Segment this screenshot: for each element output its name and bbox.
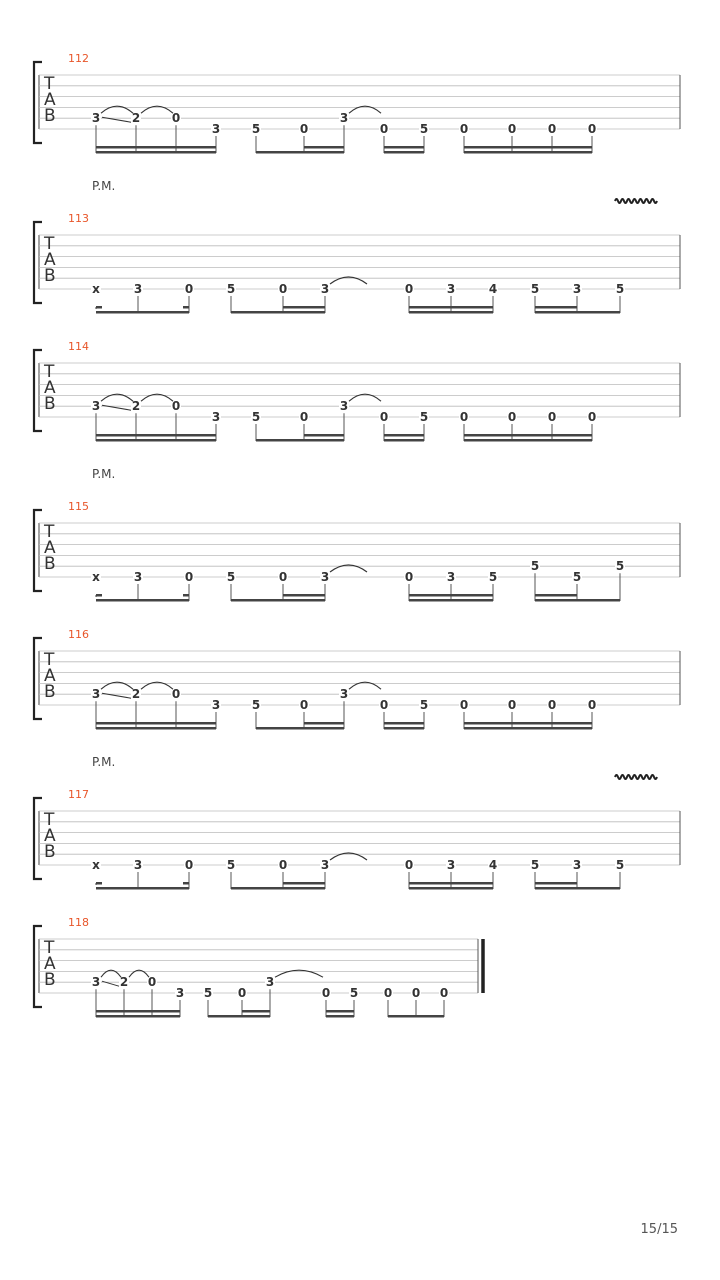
fret-number: 3 [572, 282, 582, 296]
tab-clef-letter: T [44, 234, 55, 254]
beam [535, 887, 620, 890]
tab-staff-svg [0, 919, 720, 1039]
fret-number: 0 [184, 282, 194, 296]
fret-number: 0 [379, 698, 389, 712]
tab-clef-letter: A [44, 826, 56, 846]
fret-number: x [92, 570, 100, 584]
beam-secondary [96, 434, 216, 437]
fret-number: 5 [419, 122, 429, 136]
fret-number: 3 [211, 410, 221, 424]
palm-mute-label: P.M. [92, 755, 116, 769]
palm-mute-label: P.M. [92, 467, 116, 481]
system-bracket [34, 350, 42, 431]
system-bracket [34, 222, 42, 303]
fret-number: 3 [133, 570, 143, 584]
beam [208, 1015, 270, 1018]
tab-clef-letter: B [44, 106, 56, 126]
fret-number: 0 [439, 986, 449, 1000]
fret-number: 0 [404, 282, 414, 296]
palm-mute-label: P.M. [92, 179, 116, 193]
tab-clef-letter: T [44, 362, 55, 382]
beam [231, 311, 325, 314]
fret-number: 0 [278, 858, 288, 872]
fret-number: 5 [349, 986, 359, 1000]
tab-clef-letter: B [44, 394, 56, 414]
beam [535, 599, 620, 602]
fret-number: 0 [587, 698, 597, 712]
tab-staff-svg [0, 215, 720, 335]
fret-number: 2 [131, 399, 141, 414]
beam [409, 311, 493, 314]
beam [96, 727, 216, 730]
beam [409, 599, 493, 602]
fret-number: 4 [488, 858, 498, 872]
beam [464, 151, 592, 154]
beam [535, 311, 620, 314]
measure-number: 117 [68, 788, 89, 801]
tab-clef-letter: A [44, 538, 56, 558]
fret-number: 3 [446, 570, 456, 584]
fret-number: 0 [383, 986, 393, 1000]
beam-secondary [464, 434, 592, 437]
fret-number: 4 [488, 282, 498, 296]
fret-number: 3 [265, 975, 275, 990]
fret-number: 3 [320, 858, 330, 872]
tab-clef-letter: T [44, 74, 55, 94]
fret-number: 3 [339, 111, 349, 126]
fret-number: 0 [404, 570, 414, 584]
fret-number: 0 [321, 986, 331, 1000]
tab-clef-letter: A [44, 954, 56, 974]
tab-system [0, 340, 720, 463]
tab-clef-letter: T [44, 650, 55, 670]
beam [464, 439, 592, 442]
beam-stub [96, 306, 102, 309]
tab-staff-svg [0, 55, 720, 175]
beam [231, 887, 325, 890]
tab-clef-letter: A [44, 666, 56, 686]
fret-number: 5 [488, 570, 498, 584]
beam-secondary [409, 594, 493, 597]
fret-number: 3 [175, 986, 185, 1000]
measure-number: 115 [68, 500, 89, 513]
measure-number: 113 [68, 212, 89, 225]
system-bracket [34, 638, 42, 719]
beam [96, 311, 189, 314]
tab-clef-letter: B [44, 266, 56, 286]
fret-number: 5 [226, 858, 236, 872]
fret-number: 3 [91, 975, 101, 990]
measure-number: 114 [68, 340, 89, 353]
beam [384, 439, 424, 442]
tab-clef-letter: T [44, 938, 55, 958]
fret-number: 5 [615, 858, 625, 872]
beam [256, 727, 344, 730]
beam-secondary [535, 594, 577, 597]
fret-number: 5 [530, 559, 540, 574]
fret-number: 0 [411, 986, 421, 1000]
fret-number: 3 [133, 858, 143, 872]
beam-stub [96, 882, 102, 885]
fret-number: 3 [320, 282, 330, 296]
tab-staff-svg [0, 503, 720, 623]
beam-secondary [283, 882, 325, 885]
fret-number: 0 [278, 570, 288, 584]
fret-number: 0 [299, 410, 309, 424]
fret-number: 0 [507, 410, 517, 424]
beam-secondary [304, 722, 344, 725]
fret-number: 3 [91, 399, 101, 414]
tab-clef-letter: B [44, 682, 56, 702]
fret-number: 0 [587, 410, 597, 424]
fret-number: 5 [572, 570, 582, 584]
tab-staff-svg [0, 631, 720, 751]
beam [384, 151, 424, 154]
fret-number: 5 [615, 282, 625, 296]
fret-number: 0 [299, 698, 309, 712]
beam [96, 439, 216, 442]
fret-number: 0 [171, 687, 181, 702]
beam [96, 599, 189, 602]
beam-secondary [384, 722, 424, 725]
tab-clef-letter: T [44, 810, 55, 830]
fret-number: 0 [404, 858, 414, 872]
fret-number: 2 [119, 975, 129, 990]
fret-number: 3 [320, 570, 330, 584]
fret-number: 3 [446, 282, 456, 296]
fret-number: 0 [379, 410, 389, 424]
beam-secondary [535, 882, 577, 885]
beam-secondary [464, 146, 592, 149]
fret-number: 0 [184, 858, 194, 872]
beam-secondary [409, 882, 493, 885]
beam [96, 1015, 180, 1018]
tab-clef-letter: B [44, 554, 56, 574]
beam-secondary [326, 1010, 354, 1013]
beam-secondary [384, 434, 424, 437]
beam-stub [183, 882, 189, 885]
fret-number: 0 [237, 986, 247, 1000]
beam-secondary [96, 1010, 180, 1013]
fret-number: 3 [91, 111, 101, 126]
fret-number: 5 [419, 410, 429, 424]
fret-number: 3 [446, 858, 456, 872]
measure-number: 112 [68, 52, 89, 65]
vibrato-mark [615, 775, 657, 779]
fret-number: 5 [226, 570, 236, 584]
beam [409, 887, 493, 890]
tab-clef-letter: T [44, 522, 55, 542]
beam-secondary [384, 146, 424, 149]
system-bracket [34, 510, 42, 591]
fret-number: 0 [547, 122, 557, 136]
fret-number: 5 [419, 698, 429, 712]
tab-system [0, 52, 720, 175]
fret-number: 2 [131, 687, 141, 702]
beam-secondary [409, 306, 493, 309]
fret-number: 5 [615, 559, 625, 574]
fret-number: 5 [530, 282, 540, 296]
fret-number: 3 [211, 698, 221, 712]
fret-number: 0 [547, 410, 557, 424]
beam-secondary [304, 146, 344, 149]
fret-number: 0 [184, 570, 194, 584]
fret-number: 5 [226, 282, 236, 296]
tab-staff-svg [0, 791, 720, 911]
fret-number: 3 [133, 282, 143, 296]
beam [326, 1015, 354, 1018]
system-bracket [34, 798, 42, 879]
fret-number: 0 [379, 122, 389, 136]
fret-number: 5 [251, 698, 261, 712]
beam [96, 887, 189, 890]
beam [464, 727, 592, 730]
fret-number: x [92, 858, 100, 872]
beam [388, 1015, 444, 1018]
fret-number: 2 [131, 111, 141, 126]
fret-number: 3 [339, 399, 349, 414]
measure-number: 116 [68, 628, 89, 641]
fret-number: 0 [299, 122, 309, 136]
fret-number: 0 [278, 282, 288, 296]
tab-system [0, 916, 720, 1039]
fret-number: 5 [530, 858, 540, 872]
system-bracket [34, 62, 42, 143]
fret-number: 5 [203, 986, 213, 1000]
fret-number: 0 [459, 122, 469, 136]
beam-stub [96, 594, 102, 597]
beam-secondary [304, 434, 344, 437]
fret-number: 0 [171, 111, 181, 126]
beam [231, 599, 325, 602]
fret-number: 5 [251, 122, 261, 136]
fret-number: x [92, 282, 100, 296]
fret-number: 3 [339, 687, 349, 702]
beam-secondary [242, 1010, 270, 1013]
vibrato-mark [615, 199, 657, 203]
fret-number: 3 [211, 122, 221, 136]
beam-secondary [464, 722, 592, 725]
measure-number: 118 [68, 916, 89, 929]
beam-secondary [96, 146, 216, 149]
fret-number: 0 [547, 698, 557, 712]
system-bracket [34, 926, 42, 1007]
page-number: 15/15 [640, 1222, 678, 1237]
beam-stub [183, 306, 189, 309]
fret-number: 0 [459, 698, 469, 712]
tab-system [0, 628, 720, 751]
fret-number: 0 [507, 122, 517, 136]
tab-system [0, 467, 720, 623]
beam-secondary [96, 722, 216, 725]
tab-clef-letter: A [44, 250, 56, 270]
beam-stub [183, 594, 189, 597]
fret-number: 0 [147, 975, 157, 990]
tab-system [0, 755, 720, 911]
beam-secondary [283, 306, 325, 309]
beam-secondary [283, 594, 325, 597]
fret-number: 5 [251, 410, 261, 424]
tab-clef-letter: B [44, 842, 56, 862]
fret-number: 3 [91, 687, 101, 702]
beam-secondary [535, 306, 577, 309]
tab-system [0, 179, 720, 335]
beam [256, 439, 344, 442]
beam [384, 727, 424, 730]
fret-number: 0 [507, 698, 517, 712]
beam [256, 151, 344, 154]
tab-clef-letter: A [44, 90, 56, 110]
tab-staff-svg [0, 343, 720, 463]
fret-number: 0 [587, 122, 597, 136]
fret-number: 3 [572, 858, 582, 872]
tab-clef-letter: A [44, 378, 56, 398]
fret-number: 0 [459, 410, 469, 424]
fret-number: 0 [171, 399, 181, 414]
tab-clef-letter: B [44, 970, 56, 990]
beam [96, 151, 216, 154]
